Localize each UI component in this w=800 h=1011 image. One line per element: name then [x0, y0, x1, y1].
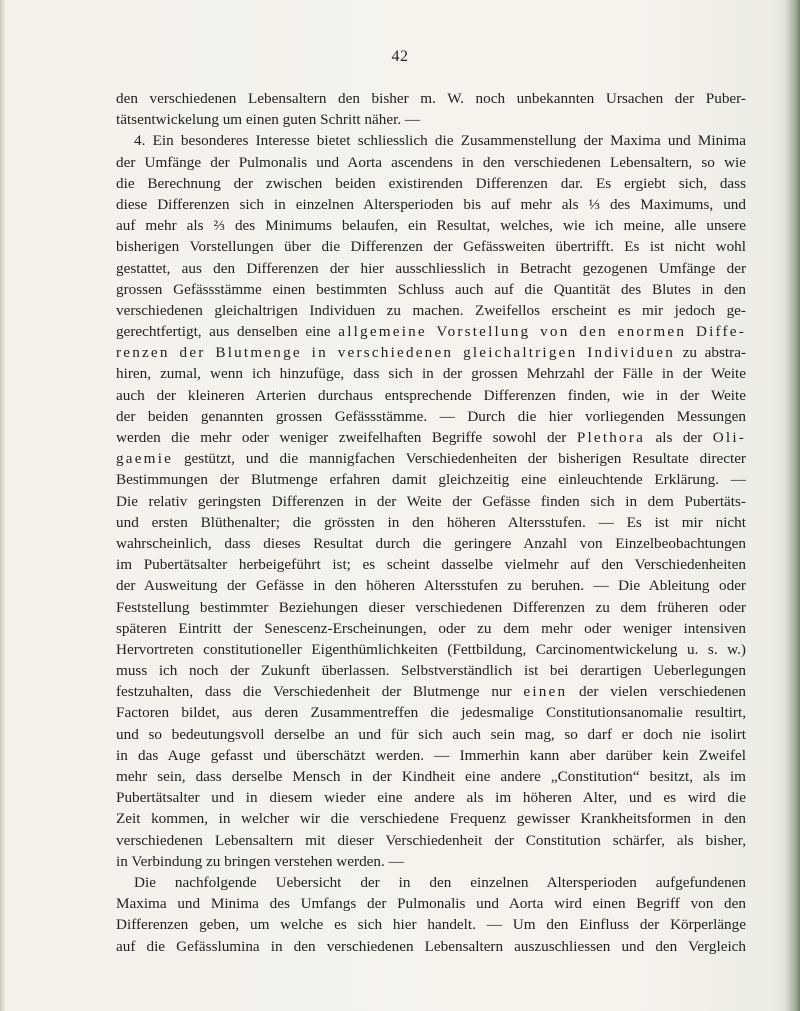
text-line: gaemie gestützt, und die mannigfachen Verschiedenheiten der bisherigen Resultate directer [116, 450, 746, 468]
text-line: Factoren bildet, aus deren Zusammentreffen die jedesmalige Constitutionsanomalie resultirt, [116, 704, 746, 722]
text-line: gerechtfertigt, aus denselben eine allgemeine Vorstellung von den enormen Diffe- [116, 323, 746, 341]
text-line: Pubertätsalter und in diesem wieder eine andere als im höheren Alter, und es wird die [116, 789, 746, 807]
text-line: grossen Gefässstämme einen bestimmten Schluss auch auf die Quantität des Blutes in den [116, 280, 746, 298]
text-line: 4. Ein besonderes Interesse bietet schliesslich die Zusammenstellung der Maxima und Minima [134, 132, 746, 150]
text-line: Die relativ geringsten Differenzen in der Weite der Gefässe finden sich in dem Pubertäts- [116, 492, 746, 510]
text-line: wahrscheinlich, dass dieses Resultat durch die geringere Anzahl von Einzelbeobachtungen [116, 534, 746, 552]
page-number: 42 [391, 48, 409, 65]
text-line: der beiden genannten grossen Gefässstämme. — Durch die hier vorliegenden Messungen [116, 407, 746, 425]
text-line: Feststellung bestimmter Beziehungen dieser verschiedenen Differenzen zu dem früheren oder [116, 598, 746, 616]
text-line: späteren Eintritt der Senescenz-Erscheinungen, oder zu dem mehr oder weniger intensiven [116, 619, 746, 637]
text-line: Hervortreten constitutioneller Eigenthümlichkeiten (Fettbildung, Carcinomentwickelung u. s. w.) [116, 640, 746, 658]
text-line: hiren, zumal, wenn ich hinzufüge, dass sich in der grossen Mehrzahl der Fälle in der Weite [116, 365, 746, 383]
text-line: mehr sein, dass derselbe Mensch in der Kindheit eine andere „Constitution“ besitzt, als im [116, 768, 746, 785]
text-line: auch der kleineren Arterien durchaus entsprechende Differenzen finden, wie in der Weite [116, 386, 746, 404]
text-line: im Pubertätsalter herbeigeführt ist; es scheint dasselbe vielmehr auf den Verschiedenheiten [116, 556, 746, 574]
text-line: auf die Gefässlumina in den verschiedenen Lebensaltern auszuschliessen und den Vergleich [116, 937, 746, 955]
page-edge-right [786, 0, 800, 1011]
text-line: Maxima und Minima des Umfangs der Pulmonalis und Aorta wird einen Begriff von den [116, 895, 746, 913]
emphasis-text: gaemie [116, 450, 174, 468]
body-text [116, 88, 746, 957]
text-line: verschiedenen gleichaltrigen Individuen zu machen. Zweifellos erscheint es mir jedoch ge- [116, 301, 746, 319]
text-line: gestattet, aus den Differenzen der hier ausschliesslich in Betracht gezogenen Umfänge der [116, 259, 746, 277]
text-line: bisherigen Vorstellungen über die Differenzen der Gefässweiten übertrifft. Es ist nicht wohl [116, 238, 746, 256]
text-line: auf mehr als ⅔ des Minimums belaufen, ein Resultat, welches, wie ich meine, alle unsere [116, 217, 746, 235]
text-line: in Verbindung zu bringen verstehen werden. — [116, 852, 404, 870]
text-line: und so bedeutungsvoll derselbe an und für sich auch sein mag, so darf er doch nie isolirt [116, 725, 746, 743]
text-line: festzuhalten, dass die Verschiedenheit der Blutmenge nur einen der vielen verschiedenen [116, 683, 746, 701]
emphasis-text: renzen der Blutmenge in verschiedenen gleichaltrigen Individuen [116, 344, 676, 362]
text-line: Zeit kommen, in welcher wir die verschiedene Frequenz gewisser Krankheitsformen in den [116, 810, 746, 828]
text-line: der Umfänge der Pulmonalis und Aorta ascendens in den verschiedenen Lebensaltern, so wie [116, 153, 746, 171]
text-line: Bestimmungen der Blutmenge erfahren damit gleichzeitig eine einleuchtende Erklärung. — [116, 471, 746, 489]
text-line: der Ausweitung der Gefässe in den höheren Altersstufen zu beruhen. — Die Ableitung oder [116, 577, 746, 595]
page-edge-left [0, 0, 6, 1011]
text-line: Die nachfolgende Uebersicht der in den einzelnen Altersperioden aufgefundenen [134, 873, 746, 891]
text-line: diese Differenzen sich in einzelnen Altersperioden bis auf mehr als ⅓ des Maximums, und [116, 195, 746, 213]
text-line: tätsentwickelung um einen guten Schritt näher. — [116, 111, 421, 129]
text-line: muss ich noch der Zukunft überlassen. Selbstverständlich ist bei derartigen Ueberlegungen [116, 662, 746, 680]
emphasis-text: einen [523, 683, 568, 701]
text-line: renzen der Blutmenge in verschiedenen gleichaltrigen Individuen zu abstra- [116, 344, 746, 362]
text-line: werden die mehr oder weniger zweifelhaften Begriffe sowohl der Plethora als der Oli- [116, 429, 746, 446]
emphasis-text: Plethora [576, 429, 646, 446]
text-line: die Berechnung der zwischen beiden existirenden Differenzen dar. Es ergiebt sich, dass [116, 174, 746, 192]
emphasis-text: allgemeine Vorstellung von den enormen Diffe- [338, 323, 746, 341]
text-line: Differenzen geben, um welche es sich hier handelt. — Um den Einfluss der Körperlänge [116, 916, 746, 934]
text-line: verschiedenen Lebensaltern mit dieser Verschiedenheit der Constitution schärfer, als bisher, [116, 831, 746, 849]
text-line: den verschiedenen Lebensaltern den bisher m. W. noch unbekannten Ursachen der Puber- [116, 90, 746, 107]
emphasis-text: Oli- [712, 429, 746, 446]
text-line: in das Auge gefasst und überschätzt werden. — Immerhin kann aber darüber kein Zweifel [116, 746, 746, 764]
text-line: und ersten Blüthenalter; die grössten in den höheren Altersstufen. — Es ist mir nicht [116, 513, 746, 531]
